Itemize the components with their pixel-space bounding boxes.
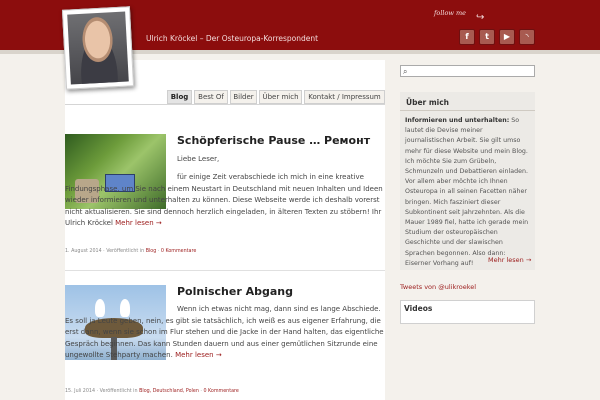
post-excerpt-text: für einige Zeit verabschiede ich mich in eine kreative Findungsphase, um Sie nach einem Neustart in Deutschland mit neuen Inhalten und Ideen wieder informieren und unterhalten zu können. Diese Webseite werde ich deshalb vorerst nicht aktualisieren. Sie sind dennoch herzlich eingeladen, in älteren Texten zu stöbern! Ihr Ulrich Kröckel bbox=[65, 173, 383, 227]
post-comments[interactable]: 0 Kommentare bbox=[203, 389, 239, 394]
post-excerpt-text: Wenn ich etwas nicht mag, dann sind es lange Abschiede. Es soll ja Leute geben, nein, es gibt sie tatsächlich, ich weiß es aus eigener Erfahrung, die erst dann, wenn sie schon im Flur stehen und die Jacke in der Hand halten, das eigentliche Gespräch beginnen. Das kann Stunden dauern und aus einer gemütlichen Sitzrunde eine ungewollte Stehparty machen. bbox=[65, 305, 384, 359]
search-input[interactable] bbox=[400, 65, 535, 77]
videos-title: Videos bbox=[404, 304, 433, 313]
about-text bbox=[405, 116, 533, 269]
about-title-rule bbox=[400, 110, 535, 111]
facebook-icon[interactable]: f bbox=[459, 29, 475, 45]
author-avatar[interactable] bbox=[62, 6, 134, 89]
youtube-icon[interactable]: ▶ bbox=[499, 29, 515, 45]
tweets-link[interactable]: Tweets von @ulikroekel bbox=[400, 283, 477, 291]
post-date: 15. Juli 2014 · Veröffentlicht in bbox=[65, 389, 138, 394]
search-icon: ⌕ bbox=[403, 67, 408, 76]
rss-icon[interactable]: ◝ bbox=[519, 29, 535, 45]
post-excerpt bbox=[65, 304, 385, 362]
post-excerpt bbox=[65, 172, 385, 230]
tab-bilder[interactable]: Bilder bbox=[230, 90, 257, 104]
post-categories[interactable]: Blog, Deutschland, Polen bbox=[139, 389, 199, 394]
post-meta: 1. August 2014 · Veröffentlicht in Blog · 0 Kommentare bbox=[65, 249, 197, 254]
follow-me-label: follow me bbox=[434, 9, 467, 17]
read-more-link[interactable]: Mehr lesen → bbox=[175, 351, 222, 359]
site-title[interactable]: Ulrich Kröckel – Der Osteuropa-Korrespondent bbox=[146, 34, 319, 43]
tab-blog[interactable]: Blog bbox=[167, 90, 192, 104]
twitter-icon[interactable]: t bbox=[479, 29, 495, 45]
post-date: 1. August 2014 · Veröffentlicht in bbox=[65, 249, 145, 254]
tab-underline bbox=[65, 104, 385, 105]
tab-kontakt-impressum[interactable]: Kontakt / Impressum bbox=[304, 90, 385, 104]
about-read-more-link[interactable]: Mehr lesen → bbox=[488, 256, 532, 264]
read-more-link[interactable]: Mehr lesen → bbox=[115, 219, 162, 227]
post-categories[interactable]: Blog bbox=[145, 249, 157, 254]
videos-box bbox=[400, 300, 535, 324]
post-comments[interactable]: 0 Kommentare bbox=[160, 249, 197, 254]
post-meta: 15. Juli 2014 · Veröffentlicht in Blog, Deutschland, Polen · 0 Kommentare bbox=[65, 389, 239, 394]
post-greeting: Liebe Leser, bbox=[177, 155, 220, 163]
post-title[interactable]: Schöpferische Pause … Ремонт bbox=[177, 134, 371, 147]
about-title: Über mich bbox=[406, 98, 450, 107]
post-divider bbox=[65, 270, 385, 271]
about-lead: Informieren und unterhalten: bbox=[405, 117, 510, 124]
post-title[interactable]: Polnischer Abgang bbox=[177, 285, 293, 298]
tab-ueber-mich[interactable]: Über mich bbox=[259, 90, 302, 104]
curved-arrow-icon: ↪ bbox=[476, 12, 485, 23]
about-body: So lautet die Devise meiner journalistischen Arbeit. Sie gilt umso mehr für diese Website und mein Blog. Ich möchte Sie zum Grübeln, Schmunzeln und Debattieren einladen. Vor allem aber möchte ich Ihnen Osteuropa in all seinen Facetten näher bringen. Mich fasziniert dieser Subkontinent seit Jahrzehnten. Als die Mauer 1989 fiel, hatte ich gerade mein Studium der osteuropäischen Geschichte und der slawischen Sprachen begonnen. Also dann: Eiserner Vorhang auf! bbox=[405, 117, 529, 267]
author-photo bbox=[67, 12, 129, 85]
tab-best-of[interactable]: Best Of bbox=[194, 90, 228, 104]
